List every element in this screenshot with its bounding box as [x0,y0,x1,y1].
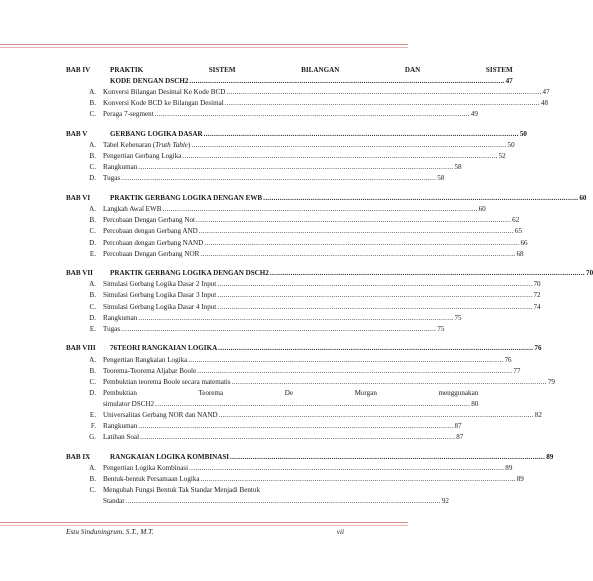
item-text: Mengubah Fungsi Bentuk Tak Standar Menjadi Bentuk [103,486,260,495]
chapter-title: PRAKTIK GERBANG LOGIKA DENGAN DSCH2 [110,269,269,278]
chapter-title: KODE DENGAN DSCH2 [110,77,189,86]
item-letter: F. [90,422,96,431]
toc-item[interactable] [66,238,528,249]
item-letter: A. [89,88,96,97]
item-text: Rangkuman [103,313,138,322]
item-letter: C. [89,227,96,236]
toc-item[interactable] [66,204,486,215]
chapter-title: 76TEORI RANGKAIAN LOGIKA [110,344,218,353]
header-rule [0,44,408,45]
item-letter: G. [89,433,96,442]
item-letter: B. [89,366,96,375]
item-text: Simulasi Gerbang Logika Dasar 4 Input [103,302,217,311]
item-letter: B. [89,291,96,300]
page-number: 79 [547,377,555,386]
chapter-number: BAB VIII [66,344,96,353]
item-letter: E. [89,411,96,419]
item-letter: D. [89,388,96,397]
page-number: 65 [514,227,523,236]
toc-item[interactable] [66,474,524,485]
footer-rule [0,522,408,523]
toc-item[interactable] [66,162,462,173]
toc-item[interactable] [66,463,513,474]
page-number: 62 [512,216,520,225]
page-number: 48 [540,99,549,108]
page-number: 50 [519,130,527,139]
item-letter: E. [89,324,96,333]
item-text: Tabel Kebenaran (Truth Table) [103,141,191,150]
page-number: 75 [437,324,445,333]
item-text: Konversi Bilangan Desimal Ke Kode BCD [103,88,226,97]
item-letter: A. [89,141,96,150]
item-text: Standar [103,497,125,506]
toc-item[interactable] [66,366,521,377]
item-text: Pembuktian teorema Boole secara matematis [103,377,231,386]
chapter-number: BAB IV [66,66,91,74]
page-number: 74 [533,302,541,311]
page-number: 58 [437,174,445,183]
page-number: 47 [542,88,550,97]
chapter-title: GERBANG LOGIKA DASAR [110,130,203,139]
item-letter: B. [89,152,96,161]
item-text: Latihan Soal [103,433,140,442]
chapter-heading[interactable] [66,452,554,463]
toc-item[interactable] [66,432,464,443]
toc-item[interactable] [66,140,515,151]
toc-item[interactable] [66,377,555,388]
item-letter: C. [89,377,96,386]
toc-item[interactable] [66,410,542,421]
page-number: 60 [478,205,486,214]
item-text: Percobaan dengan Gerbang AND [103,227,198,236]
item-letter: C. [89,163,96,172]
chapter-title: RANGKAIAN LOGIKA KOMBINASI [110,452,230,461]
toc-item[interactable] [66,215,520,226]
item-text: Pembuktian Teorema De Morgan menggunakan [103,388,479,397]
item-text: Pengertian Rangkaian Logika [103,355,188,364]
toc-item[interactable] [66,279,541,290]
footer-page-number: vii [336,527,344,536]
item-text: Teorema-Teorema Aljabar Boole [103,366,197,375]
item-letter: D. [89,238,96,247]
toc-item[interactable] [66,355,512,366]
page-number: 58 [454,163,462,172]
page-number: 72 [533,291,541,300]
item-letter: C. [89,486,96,495]
chapter-title: PRAKTIK GERBANG LOGIKA DENGAN EWB [110,194,263,203]
chapter-number: BAB IX [66,452,91,461]
toc-item[interactable] [66,151,506,162]
item-letter: A. [89,355,96,364]
item-text: Percobaan Dengan Gerbang Not [103,216,195,225]
item-letter: A. [89,205,96,214]
item-text: Bentuk-bentuk Persamaan Logika [103,475,200,484]
chapter-heading[interactable] [66,65,513,87]
toc-item[interactable] [66,173,445,184]
page-number: 82 [534,411,542,419]
page-number: 87 [454,422,462,431]
toc-item[interactable] [66,324,445,335]
item-letter: C. [89,110,96,119]
page-number: 70 [533,280,541,289]
page-number: 76 [534,344,542,353]
toc-item[interactable] [66,249,524,260]
page-number: 68 [516,249,524,258]
item-text: Pengertian Gerbang Logika [103,152,182,161]
item-letter: D. [89,313,96,322]
item-letter: D. [89,174,96,183]
page-number: 75 [454,313,462,322]
footer-rule-secondary [0,525,408,526]
toc-item[interactable] [66,226,523,237]
page-number: 77 [513,366,521,375]
item-text: Percobaan Dengan Gerbang NOR [103,249,200,258]
toc-item[interactable] [66,388,479,410]
chapter-title: PRAKTIK SISTEM BILANGAN DAN SISTEM [110,66,513,74]
page-number: 89 [516,475,524,484]
item-text: Rangkuman [103,422,138,431]
page-number: 76 [504,355,512,364]
toc-item[interactable] [66,87,550,98]
page-number: 60 [579,194,587,203]
item-letter: C. [89,302,96,311]
item-letter: B. [89,216,96,225]
item-text: Rangkuman [103,163,138,172]
item-text: Simulasi Gerbang Logika Dasar 2 Input [103,280,217,289]
footer-author: Estu Sinduningrum, S.T., M.T. [66,527,154,536]
item-text: Pengertian Logika Kombinasi [103,463,189,472]
item-text: Universalitas Gerbang NOR dan NAND [103,411,218,419]
toc-item[interactable] [66,290,541,301]
table-of-contents [66,65,593,507]
item-letter: E. [89,249,96,258]
toc-item[interactable] [66,302,541,313]
item-text: Tugas [103,324,121,333]
page-number: 87 [456,433,464,442]
item-text: Konversi Kode BCD ke Bilangan Desimal [103,99,224,108]
page-number: 92 [441,497,449,506]
toc-item[interactable] [66,485,449,507]
page-number: 47 [505,77,513,86]
chapter-heading[interactable] [66,268,593,279]
toc-item[interactable] [66,98,549,109]
toc-item[interactable] [66,109,478,120]
chapter-heading[interactable] [66,193,587,204]
chapter-number: BAB VI [66,194,91,203]
page-number: 89 [546,452,554,461]
item-text: Percobaan dengan Gerbang NAND [103,238,204,247]
item-text: Simulasi Gerbang Logika Dasar 3 Input [103,291,217,300]
toc-item[interactable] [66,421,462,432]
page-number: 49 [470,110,478,119]
chapter-number: BAB VII [66,269,93,278]
item-letter: B. [89,99,96,108]
page-number: 89 [505,463,513,472]
header-rule-secondary [0,47,408,48]
item-letter: A. [89,280,96,289]
item-text: Tugas [103,174,121,183]
chapter-number: BAB V [66,130,88,139]
item-letter: B. [89,475,96,484]
item-text: simulator DSCH2 [103,399,155,408]
page-number: 50 [507,141,515,150]
item-text: Peraga 7-segment [103,110,154,119]
toc-item[interactable] [66,313,462,324]
page-number: 66 [520,238,528,247]
page-number: 80 [471,399,479,408]
chapter-heading[interactable] [66,343,542,354]
item-text: Langkah Awal EWB [103,205,162,214]
page-number: 52 [498,152,506,161]
page-number: 70 [586,269,593,278]
chapter-heading[interactable] [66,129,527,140]
item-letter: A. [89,463,96,472]
